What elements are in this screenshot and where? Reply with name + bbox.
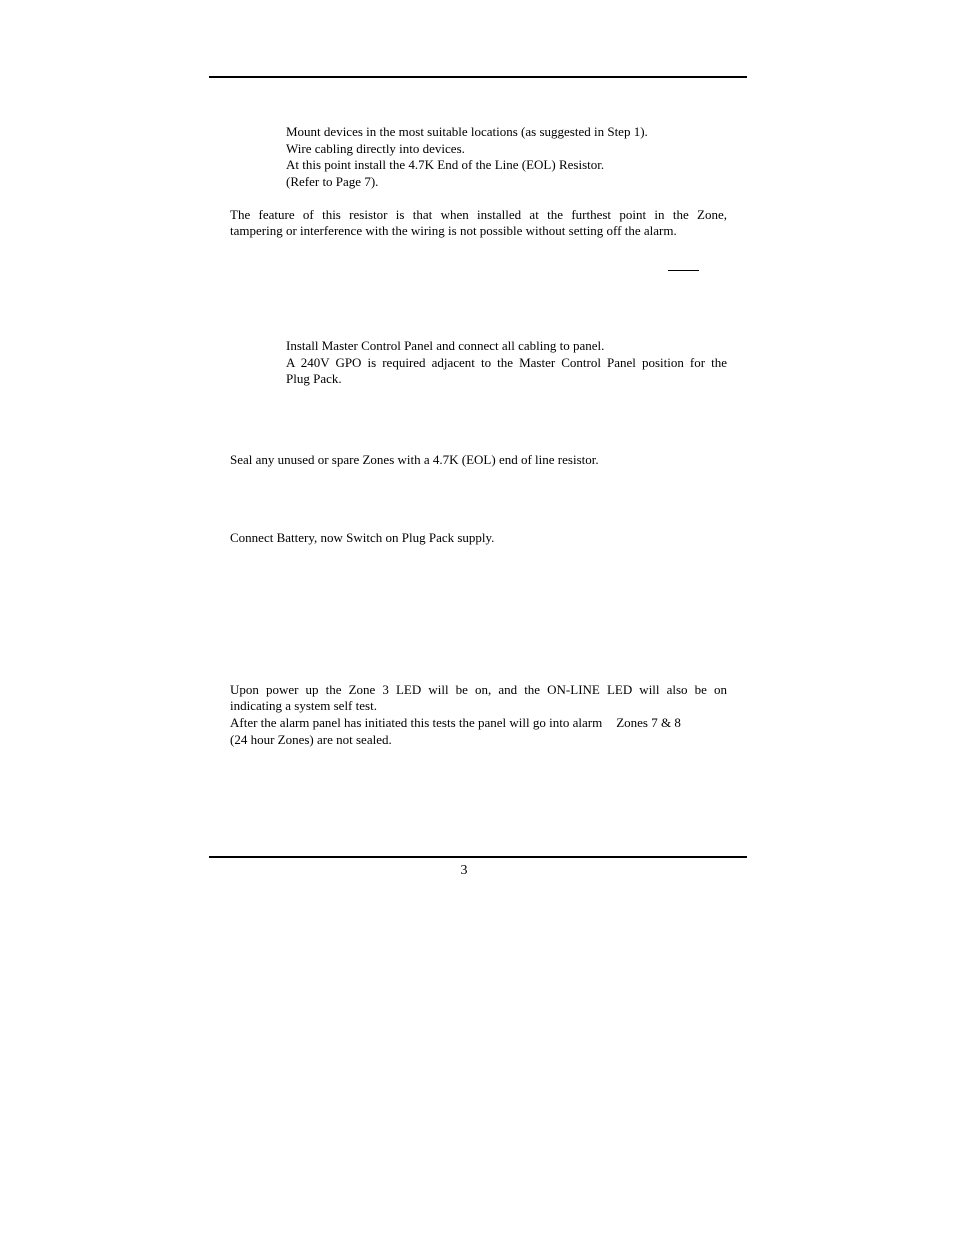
resistor-feature-line-2: tampering or interference with the wiring is not possible without setting off the alarm. xyxy=(230,223,677,238)
refer-page-line: (Refer to Page 7). xyxy=(286,174,379,189)
footer-rule xyxy=(209,856,747,858)
gpo-required-line: A 240V GPO is required adjacent to the Master Control Panel position for the xyxy=(286,355,727,370)
power-up-line-2: indicating a system self test. xyxy=(230,698,377,713)
power-up-line-1: Upon power up the Zone 3 LED will be on, and the ON-LINE LED will also be on xyxy=(230,682,727,697)
page-number: 3 xyxy=(460,863,468,878)
header-rule xyxy=(209,76,747,78)
install-panel-line: Install Master Control Panel and connect all cabling to panel. xyxy=(286,338,605,353)
install-resistor-line: At this point install the 4.7K End of the Line (EOL) Resistor. xyxy=(286,157,605,172)
plug-pack-line: Plug Pack. xyxy=(286,371,342,386)
mount-devices-line: Mount devices in the most suitable locations (as suggested in Step 1). xyxy=(286,124,648,139)
power-up-line-3 xyxy=(230,714,681,731)
zones-text: Zones 7 & 8 xyxy=(616,715,681,730)
seal-zones-line: Seal any unused or spare Zones with a 4.7K (EOL) end of line resistor. xyxy=(230,452,599,467)
short-underline xyxy=(668,270,699,271)
connect-battery-line: Connect Battery, now Switch on Plug Pack supply. xyxy=(230,530,495,545)
power-up-line-4: (24 hour Zones) are not sealed. xyxy=(230,732,392,747)
wire-cabling-line: Wire cabling directly into devices. xyxy=(286,141,465,156)
resistor-feature-line-1: The feature of this resistor is that when installed at the furthest point in the Zone, xyxy=(230,207,727,222)
alarm-text: After the alarm panel has initiated this tests the panel will go into alarm xyxy=(230,715,603,730)
